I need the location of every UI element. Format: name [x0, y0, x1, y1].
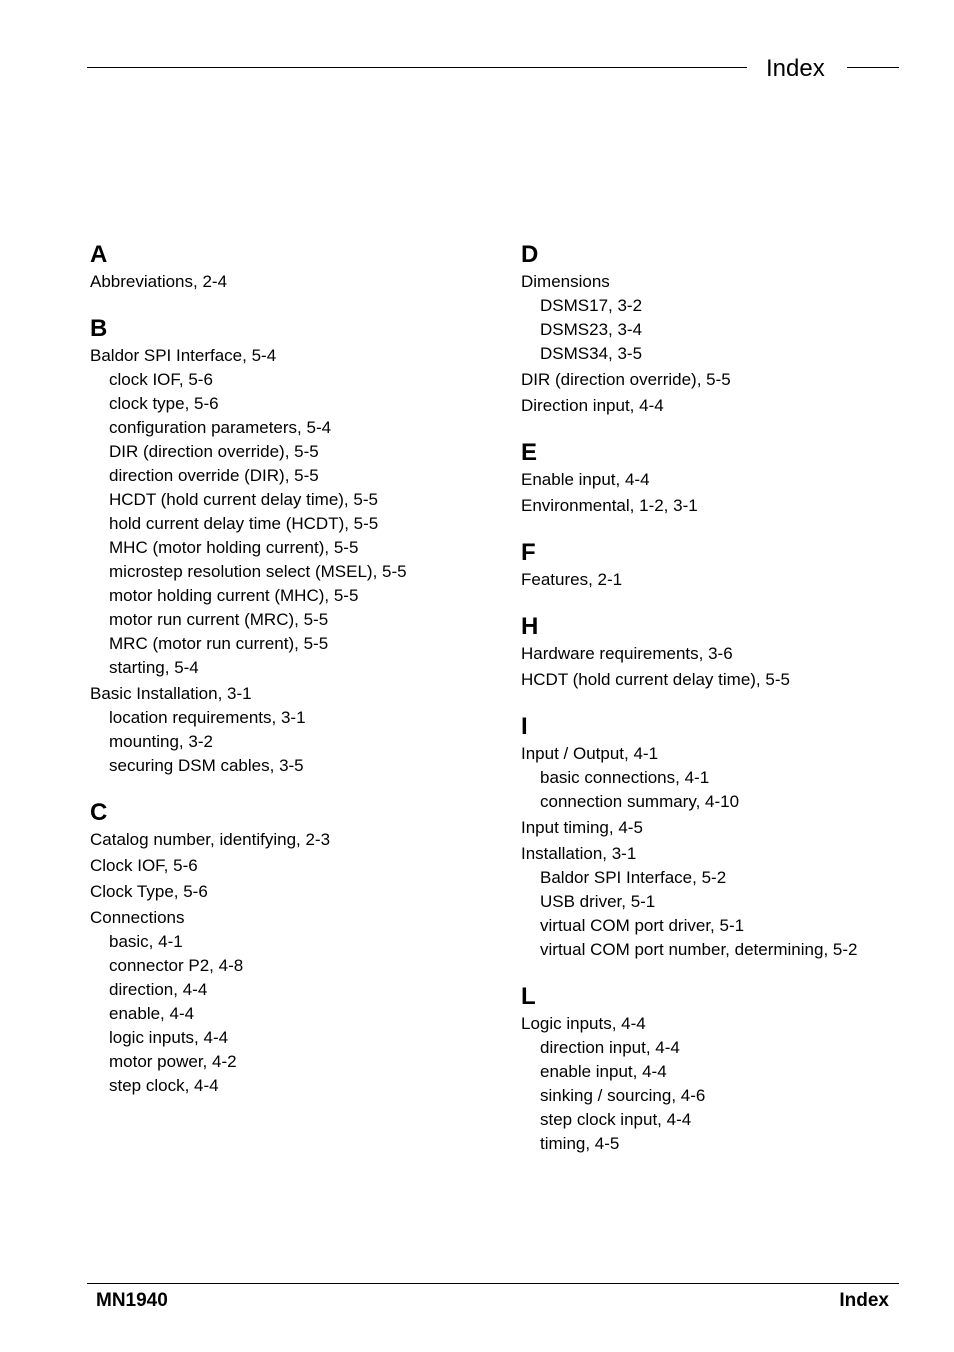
index-entry: Input / Output, 4-1	[521, 744, 659, 763]
index-subentry: connector P2, 4-8	[109, 956, 244, 975]
index-subentry: DSMS23, 3-4	[540, 320, 643, 339]
index-entry: Dimensions	[521, 272, 610, 291]
index-section-d	[521, 240, 941, 418]
section-letter: F	[521, 539, 536, 566]
index-entry: Abbreviations, 2-4	[90, 272, 228, 291]
index-entry: Direction input, 4-4	[521, 396, 664, 415]
index-section-e	[521, 438, 941, 518]
index-entry: Enable input, 4-4	[521, 470, 650, 489]
index-entry-list	[521, 742, 941, 962]
section-letter: I	[521, 713, 528, 740]
index-subentry: Baldor SPI Interface, 5-2	[540, 868, 727, 887]
section-letter: B	[90, 315, 108, 342]
index-subentry: DSMS17, 3-2	[540, 296, 643, 315]
index-subentry: motor power, 4-2	[109, 1052, 237, 1071]
index-entry: Logic inputs, 4-4	[521, 1014, 646, 1033]
index-entry: Installation, 3-1	[521, 844, 637, 863]
section-letter: H	[521, 613, 539, 640]
index-entry: Hardware requirements, 3-6	[521, 644, 733, 663]
index-subentry: HCDT (hold current delay time), 5-5	[109, 490, 378, 509]
index-subentry: DIR (direction override), 5-5	[109, 442, 319, 461]
index-entry-list	[521, 468, 941, 518]
index-column-right	[521, 240, 941, 1156]
index-entry: Environmental, 1-2, 3-1	[521, 496, 698, 515]
index-subentry: direction override (DIR), 5-5	[109, 466, 319, 485]
section-letter: D	[521, 241, 539, 268]
index-entry-list	[521, 270, 941, 418]
index-subentry: USB driver, 5-1	[540, 892, 656, 911]
index-subentry: sinking / sourcing, 4-6	[540, 1086, 706, 1105]
index-section-h	[521, 612, 941, 692]
index-subentry: direction, 4-4	[109, 980, 208, 999]
index-subentry: basic connections, 4-1	[540, 768, 710, 787]
index-subentry: motor holding current (MHC), 5-5	[109, 586, 359, 605]
index-subentry: starting, 5-4	[109, 658, 199, 677]
index-entry-list	[521, 568, 941, 592]
section-letter: L	[521, 983, 536, 1010]
index-entry: Basic Installation, 3-1	[90, 684, 252, 703]
index-subentry: timing, 4-5	[540, 1134, 620, 1153]
index-entry-list	[521, 1012, 941, 1156]
header-rule-right	[847, 67, 899, 68]
index-subentry: MHC (motor holding current), 5-5	[109, 538, 359, 557]
section-letter: A	[90, 241, 108, 268]
index-subentry: basic, 4-1	[109, 932, 183, 951]
index-subentry: step clock, 4-4	[109, 1076, 219, 1095]
index-subentry: step clock input, 4-4	[540, 1110, 692, 1129]
index-subentry: clock type, 5-6	[109, 394, 219, 413]
section-letter: E	[521, 439, 538, 466]
index-subentry: mounting, 3-2	[109, 732, 213, 751]
index-subentry: virtual COM port driver, 5-1	[540, 916, 745, 935]
index-subentry: connection summary, 4-10	[540, 792, 740, 811]
index-subentry: motor run current (MRC), 5-5	[109, 610, 329, 629]
index-section-b	[90, 314, 490, 778]
index-subentry: direction input, 4-4	[540, 1038, 680, 1057]
index-subentry: enable, 4-4	[109, 1004, 195, 1023]
footer-manual-number: MN1940	[96, 1290, 168, 1311]
index-subentry: MRC (motor run current), 5-5	[109, 634, 329, 653]
index-subentry: enable input, 4-4	[540, 1062, 667, 1081]
index-column-left	[90, 240, 490, 1098]
index-entry: Catalog number, identifying, 2-3	[90, 830, 331, 849]
footer-section-name: Index	[839, 1290, 889, 1311]
index-entry: Clock IOF, 5-6	[90, 856, 198, 875]
index-subentry: clock IOF, 5-6	[109, 370, 213, 389]
index-entry-list	[90, 344, 490, 778]
index-section-i	[521, 712, 941, 962]
index-entry: Clock Type, 5-6	[90, 882, 208, 901]
index-subentry: configuration parameters, 5-4	[109, 418, 332, 437]
index-entry: Baldor SPI Interface, 5-4	[90, 346, 277, 365]
index-subentry: DSMS34, 3-5	[540, 344, 643, 363]
index-entry: Features, 2-1	[521, 570, 623, 589]
index-entry-list	[90, 270, 490, 294]
index-subentry: virtual COM port number, determining, 5-2	[540, 940, 858, 959]
footer-rule	[87, 1283, 899, 1284]
header-rule	[87, 67, 747, 68]
index-entry: DIR (direction override), 5-5	[521, 370, 731, 389]
index-section-a	[90, 240, 490, 294]
index-subentry: hold current delay time (HCDT), 5-5	[109, 514, 379, 533]
index-subentry: securing DSM cables, 3-5	[109, 756, 304, 775]
section-letter: C	[90, 799, 108, 826]
index-entry-list	[521, 642, 941, 692]
index-section-c	[90, 798, 490, 1098]
index-entry-list	[90, 828, 490, 1098]
index-subentry: microstep resolution select (MSEL), 5-5	[109, 562, 407, 581]
index-section-l	[521, 982, 941, 1156]
index-subentry: logic inputs, 4-4	[109, 1028, 229, 1047]
index-entry: HCDT (hold current delay time), 5-5	[521, 670, 790, 689]
page-title: Index	[766, 55, 825, 82]
index-subentry: location requirements, 3-1	[109, 708, 306, 727]
index-entry: Connections	[90, 908, 185, 927]
index-section-f	[521, 538, 941, 592]
index-entry: Input timing, 4-5	[521, 818, 643, 837]
